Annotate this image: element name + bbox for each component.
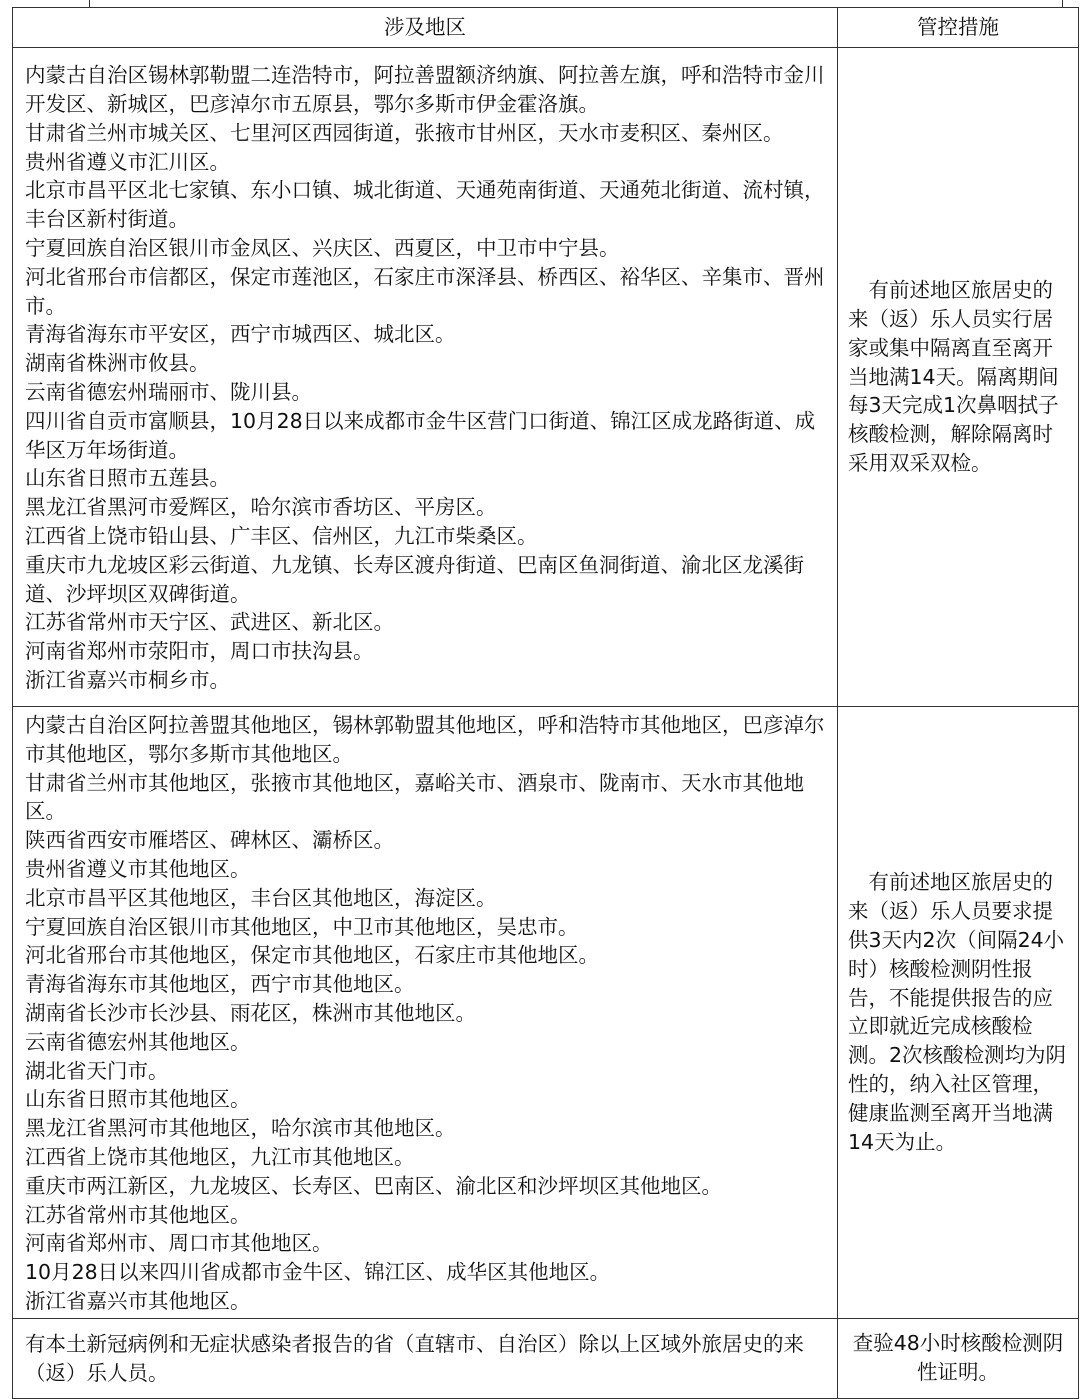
region-cell [13,707,838,1319]
region-line: 黑龙江省黑河市其他地区，哈尔滨市其他地区。 [25,1116,456,1141]
region-line: 河南省郑州市荥阳市，周口市扶沟县。 [25,639,374,664]
table-row [13,1318,1079,1398]
region-line: 10月28日以来四川省成都市金牛区、锦江区、成华区其他地区。 [25,1260,611,1285]
region-line: 河北省邢台市信都区，保定市莲池区，石家庄市深泽县、桥西区、裕华区、辛集市、晋州市。 [25,264,825,318]
region-line: 内蒙古自治区锡林郭勒盟二连浩特市，阿拉善盟额济纳旗、阿拉善左旗，呼和浩特市金川开发区、新城区，巴彦淖尔市五原县，鄂尔多斯市伊金霍洛旗。 [25,63,825,117]
region-line: 贵州省遵义市汇川区。 [25,149,230,174]
region-line: 四川省自贡市富顺县，10月28日以来成都市金牛区营门口街道、锦江区成龙路街道、成华区万年场街道。 [25,408,816,462]
measure-cell [838,48,1079,707]
region-line: 有本土新冠病例和无症状感染者报告的省（直辖市、自治区）除以上区域外旅居史的来（返）乐人员。 [25,1332,804,1386]
region-cell [13,1318,838,1398]
table-row [13,48,1079,707]
region-line: 河北省邢台市其他地区，保定市其他地区，石家庄市其他地区。 [25,943,599,968]
region-line: 江苏省常州市其他地区。 [25,1202,251,1227]
region-line: 重庆市两江新区，九龙坡区、长寿区、巴南区、渝北区和沙坪坝区其他地区。 [25,1173,722,1198]
control-measures-table [12,7,1079,1399]
measure-cell [838,1318,1079,1398]
region-cell [13,48,838,707]
region-line: 陕西省西安市雁塔区、碑林区、灞桥区。 [25,828,394,853]
table-header-row [13,8,1079,48]
region-line: 湖南省株洲市攸县。 [25,351,210,376]
region-line: 江西省上饶市其他地区，九江市其他地区。 [25,1144,415,1169]
region-line: 山东省日照市其他地区。 [25,1087,251,1112]
measure-text: 有前述地区旅居史的来（返）乐人员要求提供3天内2次（间隔24小时）核酸检测阴性报告，不能提供报告的应立即就近完成核酸检测。2次核酸检测均为阴性的，纳入社区管理，健康监测至离开当地满14天为止。 [848,870,1067,1154]
header-measure: 管控措施 [838,8,1079,48]
region-line: 宁夏回族自治区银川市其他地区，中卫市其他地区，吴忠市。 [25,914,579,939]
measure-text: 有前述地区旅居史的来（返）乐人员实行居家或集中隔离直至离开当地满14天。隔离期间每3天完成1次鼻咽拭子核酸检测，解除隔离时采用双采双检。 [848,278,1059,475]
region-line: 甘肃省兰州市城关区、七里河区西园街道，张掖市甘州区，天水市麦积区、秦州区。 [25,120,784,145]
region-line: 黑龙江省黑河市爱辉区，哈尔滨市香坊区、平房区。 [25,495,497,520]
region-line: 山东省日照市五莲县。 [25,466,230,491]
header-region: 涉及地区 [13,8,838,48]
region-line: 内蒙古自治区阿拉善盟其他地区，锡林郭勒盟其他地区，呼和浩特市其他地区，巴彦淖尔市其他地区，鄂尔多斯市其他地区。 [25,713,825,766]
region-line: 浙江省嘉兴市其他地区。 [25,1288,251,1313]
region-line: 云南省德宏州其他地区。 [25,1029,251,1054]
region-line: 宁夏回族自治区银川市金凤区、兴庆区、西夏区，中卫市中宁县。 [25,236,620,261]
region-line: 湖南省长沙市长沙县、雨花区，株洲市其他地区。 [25,1000,476,1025]
region-line: 河南省郑州市、周口市其他地区。 [25,1231,333,1256]
region-line: 北京市昌平区北七家镇、东小口镇、城北街道、天通苑南街道、天通苑北街道、流村镇，丰台区新村街道。 [25,178,825,232]
region-line: 甘肃省兰州市其他地区，张掖市其他地区，嘉峪关市、酒泉市、陇南市、天水市其他地区。 [25,770,804,824]
region-line: 贵州省遵义市其他地区。 [25,856,251,881]
region-line: 浙江省嘉兴市桐乡市。 [25,667,230,692]
region-line: 江苏省常州市天宁区、武进区、新北区。 [25,610,394,635]
region-line: 江西省上饶市铅山县、广丰区、信州区，九江市柴桑区。 [25,523,538,548]
region-line: 湖北省天门市。 [25,1058,169,1083]
region-line: 云南省德宏州瑞丽市、陇川县。 [25,380,312,404]
region-line: 青海省海东市其他地区，西宁市其他地区。 [25,972,415,997]
table-row [13,707,1079,1319]
region-line: 北京市昌平区其他地区，丰台区其他地区，海淀区。 [25,885,497,910]
region-line: 重庆市九龙坡区彩云街道、九龙镇、长寿区渡舟街道、巴南区鱼洞街道、渝北区龙溪街道、沙坪坝区双碑街道。 [25,552,804,606]
region-line: 青海省海东市平安区，西宁市城西区、城北区。 [25,322,456,347]
measure-text: 查验48小时核酸检测阴性证明。 [852,1331,1064,1385]
measure-cell [838,707,1079,1319]
